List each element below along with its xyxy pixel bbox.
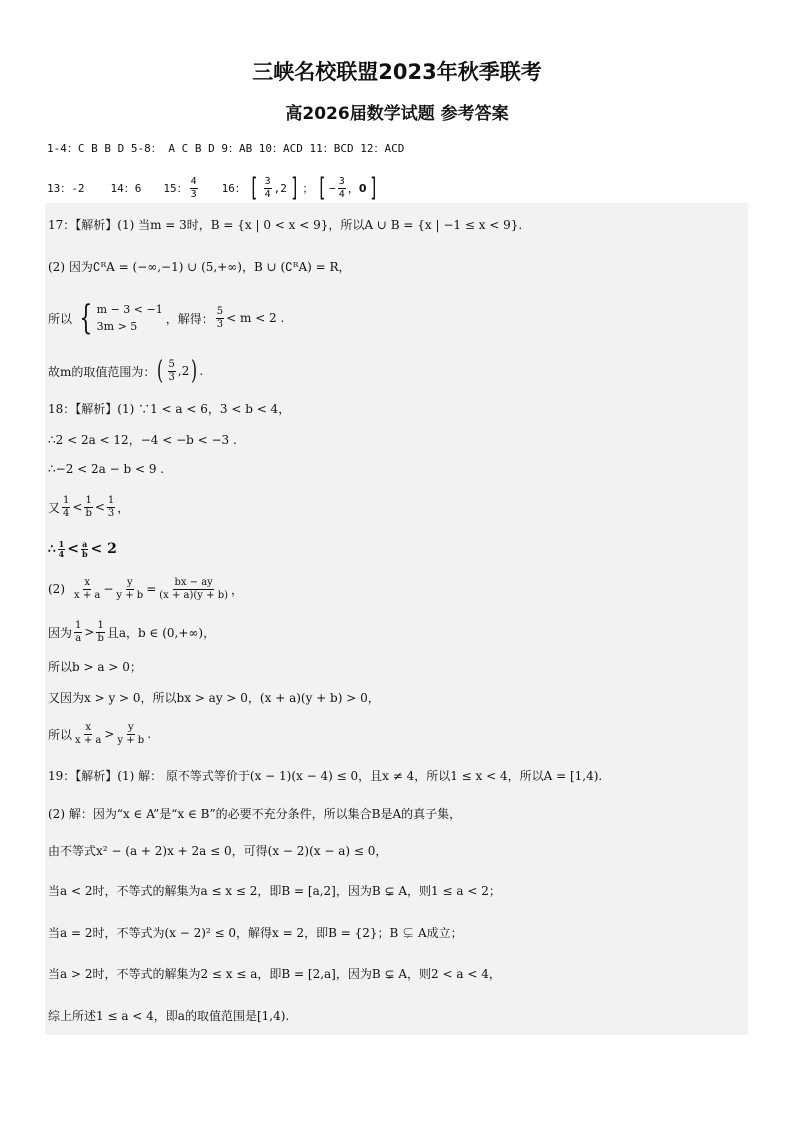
q17-line-4: 故m的取值范围为： ( $\frac{5}{3}$ ,2 ) . <box>48 356 204 386</box>
q18-line-8: 所以b > a > 0； <box>48 660 142 674</box>
q17-line-3: 所以 { m − 3 < −1 3m > 5 ，解得： $\frac{5}{3}$ < m < 2 . <box>48 298 285 338</box>
q18-line-7: 因为 $\frac{1}{a}$ > $\frac{1}{b}$ 且a，b ∈ (0,+∞)， <box>48 619 216 644</box>
q19-line-6: 当a > 2时，不等式的解集为2 ≤ x ≤ a，即B = [2,a]，因为B ⊊ A，则2 < a < 4， <box>48 967 501 981</box>
q19-line-1: 19：【解析】(1) 解： 原不等式等价于(x − 1)(x − 4) ≤ 0，且x ≠ 4，所以1 ≤ x < 4，所以A = [1,4). <box>48 769 603 783</box>
q18-line-3: ∴−2 < 2a − b < 9 . <box>48 462 165 476</box>
answer-15-fraction: $\frac{4}{3}$ <box>190 175 197 200</box>
answer-16-separator: ； <box>302 182 314 195</box>
q17-inequality-system: { m − 3 < −1 3m > 5 <box>79 298 163 338</box>
q18-line-10: 所以 $\frac{x}{x + a}$ > $\frac{y}{y + b}$ . <box>48 721 152 746</box>
q18-line-5: ∴ $\frac{1}{4}$ < $\frac{a}{b}$ < 2 <box>48 538 117 559</box>
q18-line-9: 又因为x > y > 0，所以bx > ay > 0，(x + a)(y + b) > 0， <box>48 691 380 705</box>
q19-line-5: 当a = 2时，不等式为(x − 2)² ≤ 0，解得x = 2，即B = {2}；B ⊊ A成立； <box>48 926 463 940</box>
q19-line-3: 由不等式x² − (a + 2)x + 2a ≤ 0，可得(x − 2)(x − a) ≤ 0， <box>48 844 388 858</box>
q18-line-1: 18：【解析】(1) ∵1 < a < 6，3 < b < 4， <box>48 402 291 416</box>
q17-line-2: (2) 因为∁ᴿA = (−∞,−1) ∪ (5,+∞)，B ∪ (∁ᴿA) = R， <box>48 260 351 274</box>
q17-line-1: 17：【解析】(1) 当m = 3时，B = {x | 0 < x < 9}，所以A ∪ B = {x | −1 ≤ x < 9}. <box>48 218 523 232</box>
answer-key-line-1: 1-4：C B B D 5-8： A C B D 9：AB 10：ACD 11：BCD 12：ACD <box>47 142 405 155</box>
exam-subtitle: 高2026届数学试题 参考答案 <box>285 104 509 124</box>
answer-16-fraction-2: $\frac{3}{4}$ <box>338 175 345 200</box>
q19-line-7: 综上所述1 ≤ a < 4，即a的取值范围是[1,4). <box>48 1009 290 1023</box>
answer-14: 14：6 <box>110 182 142 195</box>
q19-line-4: 当a < 2时，不等式的解集为a ≤ x ≤ 2，即B = [a,2]，因为B ⊊ A，则1 ≤ a < 2； <box>48 884 501 898</box>
answer-16-label: 16： <box>221 182 246 195</box>
q18-line-6: (2) $\frac{x}{x + a}$ − $\frac{y}{y + b}$ = $\frac{bx - ay}{(x + a)(y + b)}$ ， <box>48 576 244 601</box>
q19-line-2: (2) 解：因为“x ∈ A”是“x ∈ B”的必要不充分条件，所以集合B是A的真子集， <box>48 807 462 821</box>
q18-line-2: ∴2 < 2a < 12，−4 < −b < −3 . <box>48 433 237 447</box>
q18-line-4: 又 $\frac{1}{4}$ < $\frac{1}{b}$ < $\frac{1}{3}$ ， <box>48 494 130 519</box>
answer-key-line-2: 13：-2 14：6 15： $\frac{4}{3}$ 16： [ $\frac{3}{4}$ , 2 ] ； [ − $\frac{3}{4}$ ， 0 ] <box>47 173 379 203</box>
answer-13: 13：-2 <box>47 182 85 195</box>
answer-16-fraction-1: $\frac{3}{4}$ <box>264 175 271 200</box>
answer-15-label: 15： <box>163 182 188 195</box>
exam-title: 三峡名校联盟2023年秋季联考 <box>252 60 542 84</box>
